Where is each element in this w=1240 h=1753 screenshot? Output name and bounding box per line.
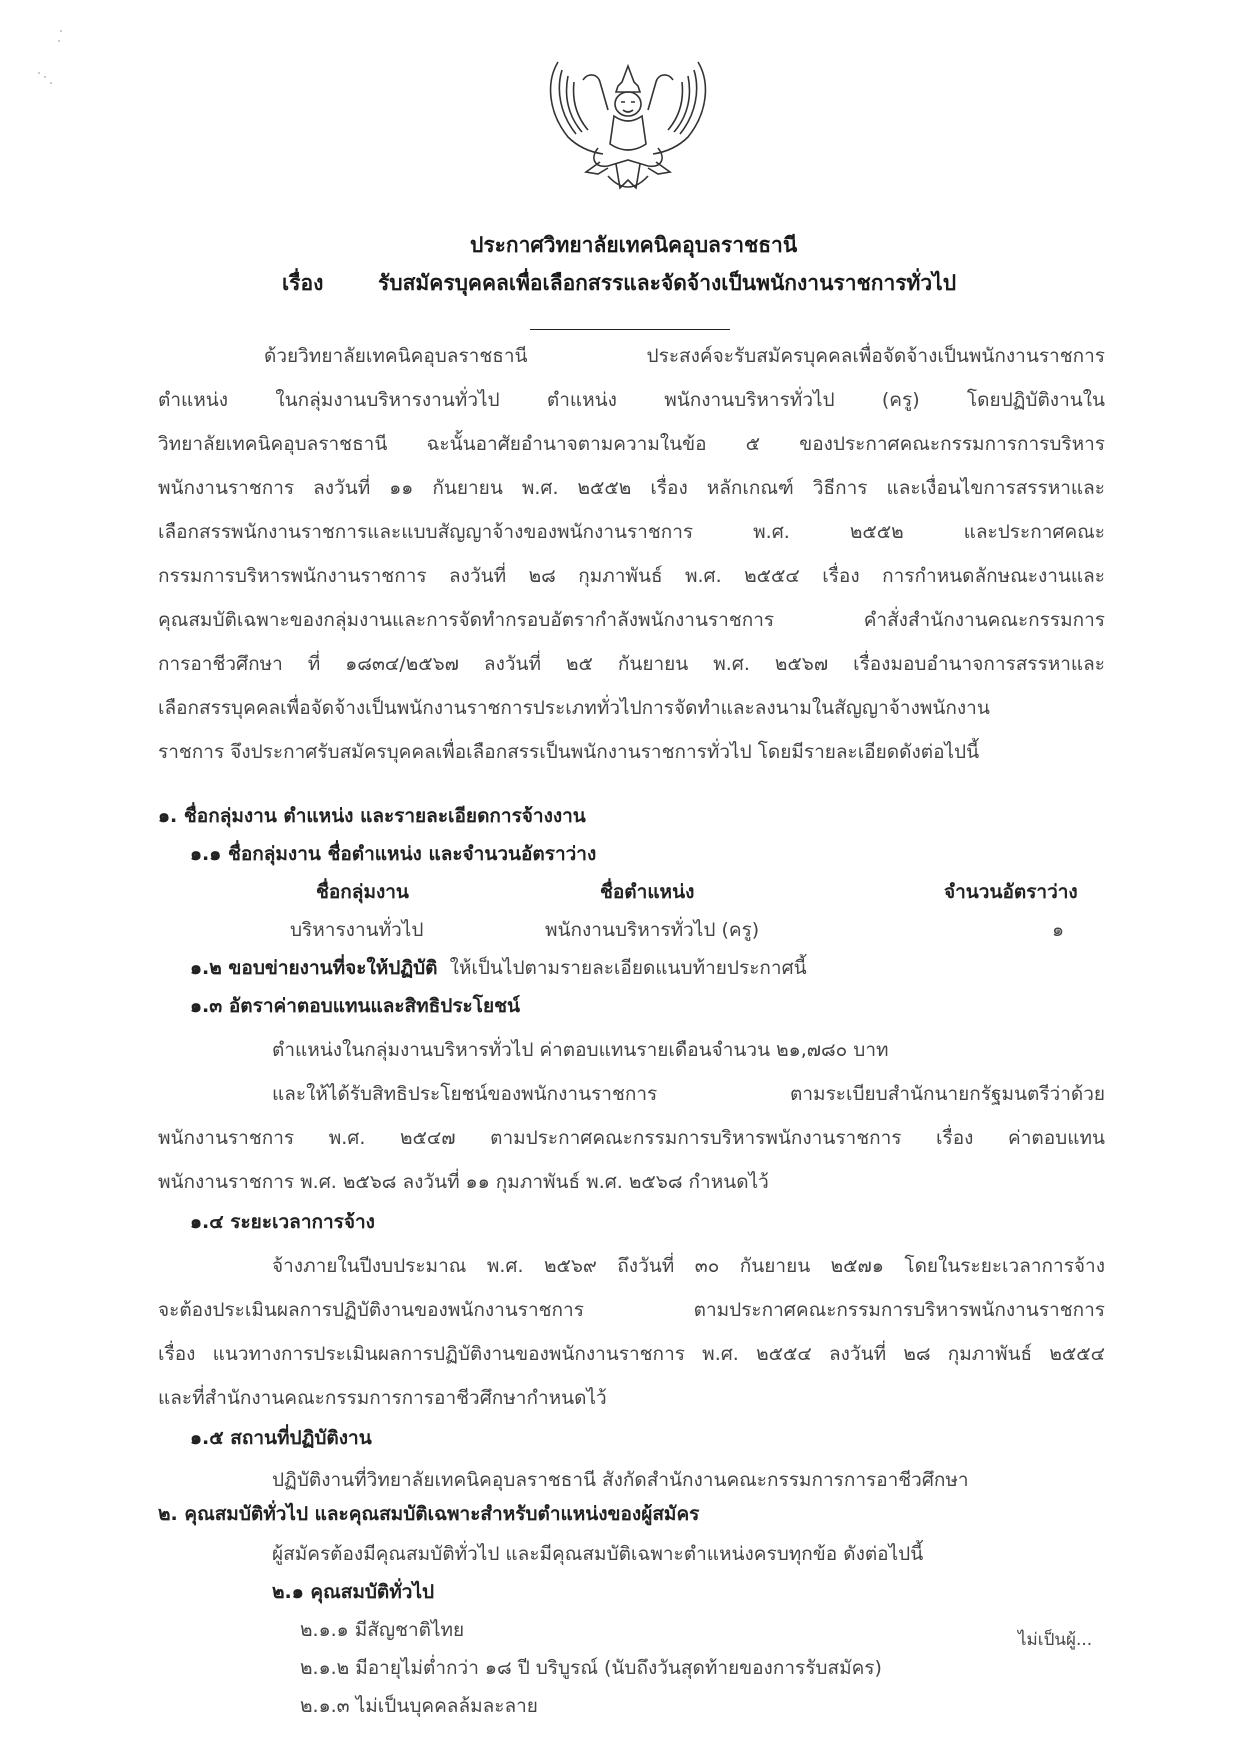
compensation-line: พนักงานราชการ พ.ศ. ๒๕๖๘ ลงวันที่ ๑๑ กุมภาพันธ์ พ.ศ. ๒๕๖๘ กำหนดไว้ (158, 1171, 769, 1193)
intro-line: เลือกสรรบุคคลเพื่อจัดจ้างเป็นพนักงานราชการประเภททั่วไปการจัดทำและลงนามในสัญญาจ้างพนักงาน (158, 697, 990, 719)
intro-line: ด้วยวิทยาลัยเทคนิคอุบลราชธานี ประสงค์จะรับสมัครบุคคลเพื่อจัดจ้างเป็นพนักงานราชการ (264, 345, 1105, 367)
subject-text: รับสมัครบุคคลเพื่อเลือกสรรและจัดจ้างเป็นพนักงานราชการทั่วไป (378, 271, 957, 295)
table-cell: บริหารงานทั่วไป (290, 919, 424, 941)
employment-period-line: จะต้องประเมินผลการปฏิบัติงานของพนักงานราชการ ตามประกาศคณะกรรมการบริหารพนักงานราชการ (158, 1299, 1105, 1321)
section-1-2-heading: ๑.๒ ขอบข่ายงานที่จะให้ปฏิบัติ (190, 957, 438, 979)
employment-period-line: เรื่อง แนวทางการประเมินผลการปฏิบัติงานของพนักงานราชการ พ.ศ. ๒๕๕๔ ลงวันที่ ๒๘ กุมภาพันธ์ ๒๕๕๔ (158, 1343, 1105, 1365)
section-1-3-heading: ๑.๓ อัตราค่าตอบแทนและสิทธิประโยชน์ (190, 995, 520, 1017)
qualification-item: ๒.๑.๓ ไม่เป็นบุคคลล้มละลาย (300, 1695, 538, 1717)
qualification-item: ๒.๑.๒ มีอายุไม่ต่ำกว่า ๑๘ ปี บริบูรณ์ (นับถึงวันสุดท้ายของการรับสมัคร) (300, 1657, 882, 1679)
announcement-title: ประกาศวิทยาลัยเทคนิคอุบลราชธานี (470, 233, 798, 257)
section-1-4-heading: ๑.๔ ระยะเวลาการจ้าง (190, 1211, 375, 1233)
intro-line: วิทยาลัยเทคนิคอุบลราชธานี ฉะนั้นอาศัยอำนาจตามความในข้อ ๕ ของประกาศคณะกรรมการการบริหาร (158, 433, 1105, 455)
table-header: จำนวนอัตราว่าง (944, 881, 1078, 903)
intro-line: การอาชีวศึกษา ที่ ๑๘๓๔/๒๕๖๗ ลงวันที่ ๒๕ กันยายน พ.ศ. ๒๕๖๗ เรื่องมอบอำนาจการสรรหาและ (158, 653, 1105, 675)
section-1-2 (190, 959, 807, 978)
employment-period-line: จ้างภายในปีงบประมาณ พ.ศ. ๒๕๖๙ ถึงวันที่ ๓๐ กันยายน ๒๕๗๑ โดยในระยะเวลาการจ้าง (272, 1255, 1105, 1277)
intro-line: พนักงานราชการ ลงวันที่ ๑๑ กันยายน พ.ศ. ๒๕๕๒ เรื่อง หลักเกณฑ์ วิธีการ และเงื่อนไขการสรรหาและ (158, 477, 1105, 499)
page-continuation: ไม่เป็นผู้... (1018, 1630, 1093, 1650)
section-1-heading: ๑. ชื่อกลุ่มงาน ตำแหน่ง และรายละเอียดการจ้างงาน (158, 805, 586, 827)
section-2-heading: ๒. คุณสมบัติทั่วไป และคุณสมบัติเฉพาะสำหรับตำแหน่งของผู้สมัคร (158, 1503, 700, 1525)
intro-line: เลือกสรรพนักงานราชการและแบบสัญญาจ้างของพนักงานราชการ พ.ศ. ๒๕๕๒ และประกาศคณะ (158, 521, 1105, 543)
compensation-line: ตำแหน่งในกลุ่มงานบริหารทั่วไป ค่าตอบแทนรายเดือนจำนวน ๒๑,๗๘๐ บาท (272, 1039, 889, 1061)
table-header: ชื่อตำแหน่ง (600, 881, 695, 903)
garuda-emblem-icon (528, 52, 728, 202)
table-cell: พนักงานบริหารทั่วไป (ครู) (545, 919, 760, 941)
intro-line: ตำแหน่ง ในกลุ่มงานบริหารงานทั่วไป ตำแหน่ง พนักงานบริหารทั่วไป (ครู) โดยปฏิบัติงานใน (158, 389, 1105, 411)
intro-line: คุณสมบัติเฉพาะของกลุ่มงานและการจัดทำกรอบอัตรากำลังพนักงานราชการ คำสั่งสำนักงานคณะกรรมการ (158, 609, 1105, 631)
table-cell: ๑ (1052, 919, 1065, 941)
scan-artifact (38, 30, 68, 90)
section-2-intro: ผู้สมัครต้องมีคุณสมบัติทั่วไป และมีคุณสมบัติเฉพาะตำแหน่งครบทุกข้อ ดังต่อไปนี้ (272, 1543, 924, 1565)
intro-line: ราชการ จึงประกาศรับสมัครบุคคลเพื่อเลือกสรรเป็นพนักงานราชการทั่วไป โดยมีรายละเอียดดังต่อไปนี้ (158, 741, 980, 763)
section-1-5-heading: ๑.๕ สถานที่ปฏิบัติงาน (190, 1427, 372, 1449)
qualification-item: ๒.๑.๑ มีสัญชาติไทย (300, 1619, 465, 1641)
workplace-text: ปฏิบัติงานที่วิทยาลัยเทคนิคอุบลราชธานี สังกัดสำนักงานคณะกรรมการการอาชีวศึกษา (272, 1469, 969, 1491)
intro-line: กรรมการบริหารพนักงานราชการ ลงวันที่ ๒๘ กุมภาพันธ์ พ.ศ. ๒๕๕๔ เรื่อง การกำหนดลักษณะงานและ (158, 565, 1105, 587)
compensation-line: และให้ได้รับสิทธิประโยชน์ของพนักงานราชการ ตามระเบียบสำนักนายกรัฐมนตรีว่าด้วย (272, 1083, 1105, 1105)
employment-period-line: และที่สำนักงานคณะกรรมการการอาชีวศึกษากำหนดไว้ (158, 1387, 607, 1409)
table-header: ชื่อกลุ่มงาน (316, 881, 409, 903)
section-2-1-heading: ๒.๑ คุณสมบัติทั่วไป (272, 1581, 435, 1603)
subject-label: เรื่อง (282, 271, 324, 295)
section-1-2-text: ให้เป็นไปตามรายละเอียดแนบท้ายประกาศนี้ (449, 957, 807, 979)
compensation-line: พนักงานราชการ พ.ศ. ๒๕๔๗ ตามประกาศคณะกรรมการบริหารพนักงานราชการ เรื่อง ค่าตอบแทน (158, 1127, 1105, 1149)
section-1-1-heading: ๑.๑ ชื่อกลุ่มงาน ชื่อตำแหน่ง และจำนวนอัตราว่าง (190, 843, 597, 865)
title-divider (530, 329, 730, 330)
